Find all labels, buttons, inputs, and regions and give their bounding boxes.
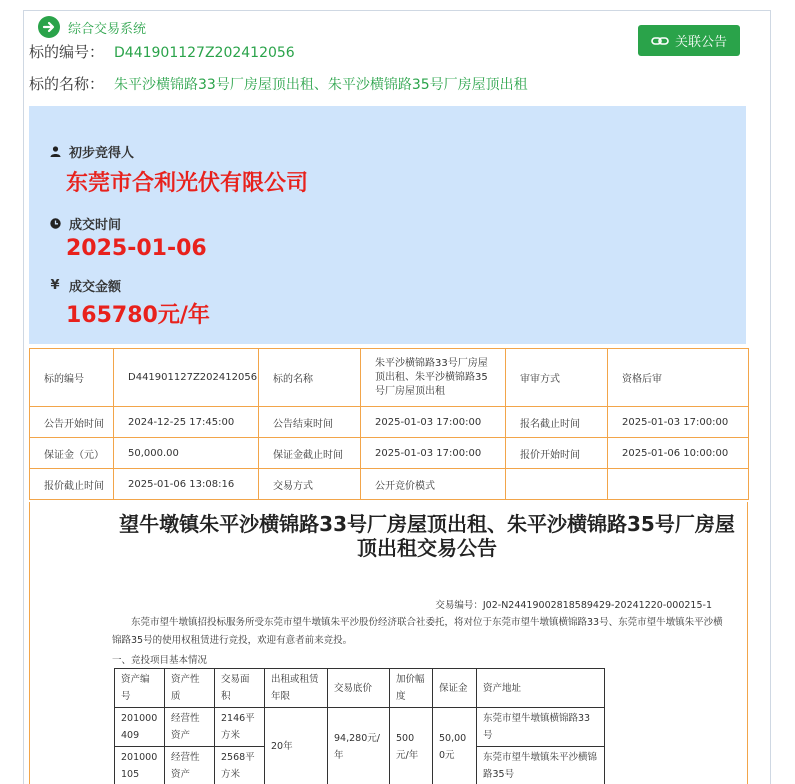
info-cell-value: 2025-01-06 10:00:00 [608,438,749,469]
info-cell-label: 报名截止时间 [506,407,608,438]
asset-header-cell: 保证金 [433,669,477,708]
info-row [30,469,749,500]
asset-cell: 500元/年 [390,708,433,784]
asset-header-cell: 资产性质 [165,669,215,708]
info-cell-label: 交易方式 [259,469,361,500]
subject-code-value: D441901127Z202412056 [114,45,295,61]
page-frame [23,10,771,784]
asset-header-cell: 交易底价 [328,669,390,708]
asset-cell: 94,280元/年 [328,708,390,784]
asset-table [114,668,605,784]
info-table [29,348,749,500]
document-paragraph: 东莞市望牛墩镇招投标服务所受东莞市望牛墩镇朱平沙股份经济联合社委托，将对位于东莞市望牛墩镇横锦路33号、东莞市望牛墩镇朱平沙横锦路35号的使用权租赁进行竞投，欢迎有意者前来竞投。 [112,617,723,646]
info-cell-value: 2025-01-03 17:00:00 [608,407,749,438]
asset-header-cell: 交易面积 [215,669,265,708]
asset-cell: 东莞市望牛墩镇朱平沙横锦路35号 [477,747,605,784]
system-name: 综合交易系统 [68,21,147,37]
info-cell-value: D441901127Z202412056 [114,349,259,407]
winner-label-row [49,142,134,161]
info-cell-label: 保证金（元） [30,438,114,469]
announcement-document [29,502,748,784]
subject-code-row [29,41,295,62]
yen-icon: ¥ [50,278,60,293]
asset-cell: 201000409 [115,708,165,747]
info-cell-label: 审审方式 [506,349,608,407]
time-label: 成交时间 [69,218,122,233]
document-title: 望牛墩镇朱平沙横锦路33号厂房屋顶出租、朱平沙横锦路35号厂房屋顶出租交易公告 [119,512,735,560]
transaction-number: 交易编号：J02-N24419002818589429-20241220-000215-1 [435,600,712,611]
section-heading: 一、竞投项目基本情况 [112,655,208,666]
info-cell-value: 2024-12-25 17:45:00 [114,407,259,438]
info-row [30,438,749,469]
asset-header-cell: 加价幅度 [390,669,433,708]
info-cell-value: 公开竞价模式 [361,469,506,500]
user-icon [49,146,61,157]
info-cell-label: 保证金截止时间 [259,438,361,469]
asset-cell: 东莞市望牛墩镇横锦路33号 [477,708,605,747]
info-cell-value [608,469,749,500]
asset-header-row [115,669,605,708]
info-cell-value: 50,000.00 [114,438,259,469]
subject-name-row [29,73,528,94]
info-cell-label: 标的编号 [30,349,114,407]
subject-name-label: 标的名称： [29,75,105,93]
time-label-row [49,214,121,233]
asset-cell: 经营性资产 [165,708,215,747]
info-row [30,407,749,438]
info-cell-label: 标的名称 [259,349,361,407]
asset-cell: 经营性资产 [165,747,215,784]
amount-label-row [49,276,121,295]
info-cell-value: 2025-01-06 13:08:16 [114,469,259,500]
arrow-right-circle-icon [38,16,60,38]
related-notice-label: 关联公告 [674,34,727,49]
asset-cell: 201000105 [115,747,165,784]
info-row [30,349,749,407]
info-cell-label: 报价开始时间 [506,438,608,469]
winner-value: 东莞市合利光伏有限公司 [66,171,309,196]
subject-code-label: 标的编号： [29,43,105,61]
asset-cell: 20年 [265,708,328,784]
info-cell-label: 公告结束时间 [259,407,361,438]
asset-header-cell: 资产编号 [115,669,165,708]
asset-cell: 50,000元 [433,708,477,784]
time-value: 2025-01-06 [66,236,207,261]
result-panel [29,106,746,344]
amount-label: 成交金额 [69,280,122,295]
asset-header-cell: 出租或租赁年限 [265,669,328,708]
clock-icon [49,218,61,229]
asset-cell: 2146平方米 [215,708,265,747]
asset-header-cell: 资产地址 [477,669,605,708]
info-cell-value: 2025-01-03 17:00:00 [361,407,506,438]
asset-row [115,708,605,747]
subject-name-value: 朱平沙横锦路33号厂房屋顶出租、朱平沙横锦路35号厂房屋顶出租 [114,77,528,93]
winner-label: 初步竞得人 [69,146,135,161]
asset-cell: 2568平方米 [215,747,265,784]
info-cell-value: 资格后审 [608,349,749,407]
info-cell-label: 报价截止时间 [30,469,114,500]
info-cell-value: 2025-01-03 17:00:00 [361,438,506,469]
link-icon [651,35,669,47]
info-cell-label: 公告开始时间 [30,407,114,438]
amount-value: 165780元/年 [66,303,210,328]
info-cell-label [506,469,608,500]
system-header [38,15,146,39]
related-notice-button[interactable] [638,25,740,56]
info-cell-value: 朱平沙横锦路33号厂房屋顶出租、朱平沙横锦路35号厂房屋顶出租 [361,349,506,407]
